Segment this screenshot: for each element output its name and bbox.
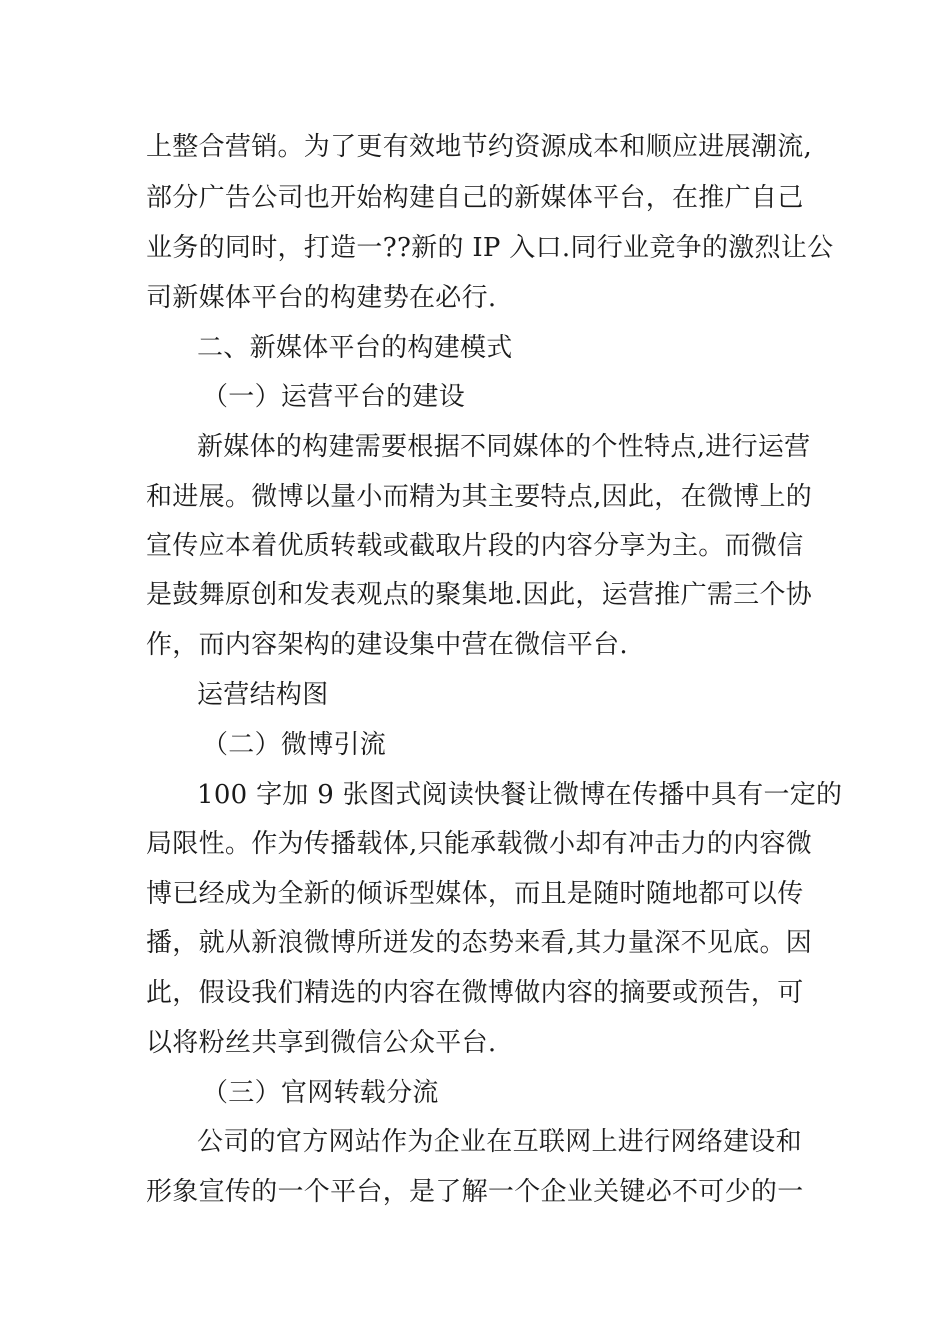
body-text-line: 博已经成为全新的倾诉型媒体，而且是随时随地都可以传 bbox=[146, 879, 804, 909]
body-text-line: 100 字加 9 张图式阅读快餐让微博在传播中具有一定的 bbox=[197, 780, 843, 810]
body-text-line: 是鼓舞原创和发表观点的聚集地.因此，运营推广需三个协 bbox=[146, 580, 813, 610]
body-text-line: 新媒体的构建需要根据不同媒体的个性特点,进行运营 bbox=[197, 432, 811, 462]
subsection-heading: （三）官网转载分流 bbox=[202, 1078, 439, 1108]
body-text-line: 部分广告公司也开始构建自己的新媒体平台，在推广自己 bbox=[146, 183, 804, 213]
body-text-line: 公司的官方网站作为企业在互联网上进行网络建设和 bbox=[197, 1127, 802, 1157]
body-text-line: 宣传应本着优质转载或截取片段的内容分享为主。而微信 bbox=[146, 531, 804, 561]
body-text-line: 司新媒体平台的构建势在必行. bbox=[146, 283, 497, 313]
body-text-line: 形象宣传的一个平台，是了解一个企业关键必不可少的一 bbox=[146, 1177, 804, 1207]
body-text-line: 作，而内容架构的建设集中营在微信平台. bbox=[146, 630, 628, 660]
body-text-line: 上整合营销。为了更有效地节约资源成本和顺应进展潮流, bbox=[146, 132, 813, 162]
body-text-line: 和进展。微博以量小而精为其主要特点,因此，在微博上的 bbox=[146, 482, 813, 512]
body-text-line: 业务的同时，打造一??新的 IP 入口.同行业竞争的激烈让公 bbox=[146, 233, 834, 263]
subsection-heading: （一）运营平台的建设 bbox=[202, 382, 466, 412]
subsection-heading: （二）微博引流 bbox=[202, 730, 387, 760]
section-heading: 二、新媒体平台的构建模式 bbox=[197, 333, 513, 363]
body-text-line: 播，就从新浪微博所迸发的态势来看,其力量深不见底。因 bbox=[146, 928, 813, 958]
body-text-line: 此，假设我们精选的内容在微博做内容的摘要或预告，可 bbox=[146, 978, 804, 1008]
body-text-line: 局限性。作为传播载体,只能承载微小却有冲击力的内容微 bbox=[146, 829, 813, 859]
figure-caption: 运营结构图 bbox=[197, 680, 329, 710]
body-text-line: 以将粉丝共享到微信公众平台. bbox=[146, 1028, 497, 1058]
